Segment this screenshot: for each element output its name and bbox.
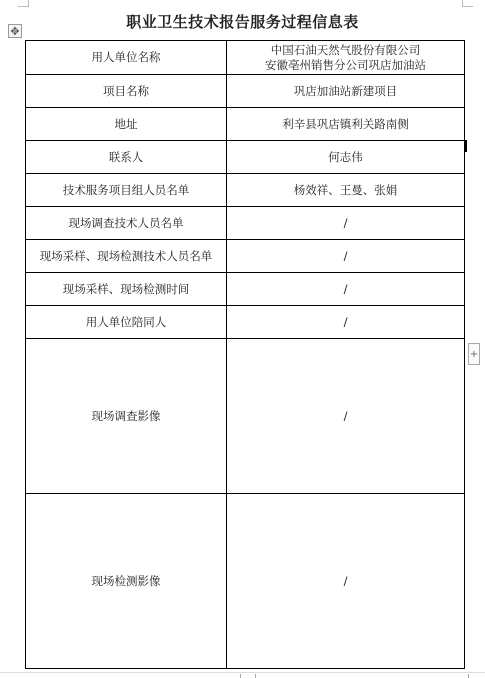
row-value-contact[interactable]: 何志伟 xyxy=(227,141,465,174)
row-value-sampling-staff[interactable]: / xyxy=(227,240,465,273)
table-row xyxy=(26,494,465,669)
row-value-address[interactable]: 利辛县巩店镇利关路南侧 xyxy=(227,108,465,141)
bottom-ruler xyxy=(0,672,485,678)
row-value-team[interactable]: 杨效祥、王曼、张娟 xyxy=(227,174,465,207)
row-label-escort[interactable]: 用人单位陪同人 xyxy=(26,306,227,339)
document-title: 职业卫生技术报告服务过程信息表 xyxy=(126,13,359,31)
row-value-survey-images[interactable]: / xyxy=(227,339,465,494)
table-row xyxy=(26,240,465,273)
ruler-tick xyxy=(255,674,256,678)
row-label-project[interactable]: 项目名称 xyxy=(26,75,227,108)
info-table xyxy=(25,40,465,669)
row-label-sampling-time[interactable]: 现场采样、现场检测时间 xyxy=(26,273,227,306)
add-row-button[interactable]: + xyxy=(468,343,480,365)
row-value-survey-staff[interactable]: / xyxy=(227,207,465,240)
row-value-escort[interactable]: / xyxy=(227,306,465,339)
row-label-survey-images[interactable]: 现场调查影像 xyxy=(26,339,227,494)
row-label-team[interactable]: 技术服务项目组人员名单 xyxy=(26,174,227,207)
ruler-tick xyxy=(240,674,241,678)
text-cursor xyxy=(464,140,467,152)
page-corner-mark-right xyxy=(462,0,473,7)
table-row xyxy=(26,41,465,75)
table-row xyxy=(26,207,465,240)
row-value-project[interactable]: 巩店加油站新建项目 xyxy=(227,75,465,108)
row-value-employer[interactable] xyxy=(227,41,465,75)
table-row xyxy=(26,108,465,141)
page-corner-mark-left xyxy=(18,0,29,7)
row-value-sampling-time[interactable]: / xyxy=(227,273,465,306)
row-label-contact[interactable]: 联系人 xyxy=(26,141,227,174)
row-label-survey-staff[interactable]: 现场调查技术人员名单 xyxy=(26,207,227,240)
row-label-employer[interactable]: 用人单位名称 xyxy=(26,41,227,75)
employer-line-2: 安徽亳州销售分公司巩店加油站 xyxy=(265,57,426,72)
row-value-detection-images[interactable]: / xyxy=(227,494,465,669)
table-move-handle-icon[interactable]: ✥ xyxy=(8,24,22,38)
row-label-detection-images[interactable]: 现场检测影像 xyxy=(26,494,227,669)
row-label-sampling-staff[interactable]: 现场采样、现场检测技术人员名单 xyxy=(26,240,227,273)
employer-line-1: 中国石油天然气股份有限公司 xyxy=(270,42,421,57)
table-row xyxy=(26,273,465,306)
ruler-tick xyxy=(468,674,469,678)
table-row xyxy=(26,339,465,494)
table-row xyxy=(26,75,465,108)
table-row xyxy=(26,306,465,339)
row-label-address[interactable]: 地址 xyxy=(26,108,227,141)
table-row xyxy=(26,141,465,174)
table-row xyxy=(26,174,465,207)
